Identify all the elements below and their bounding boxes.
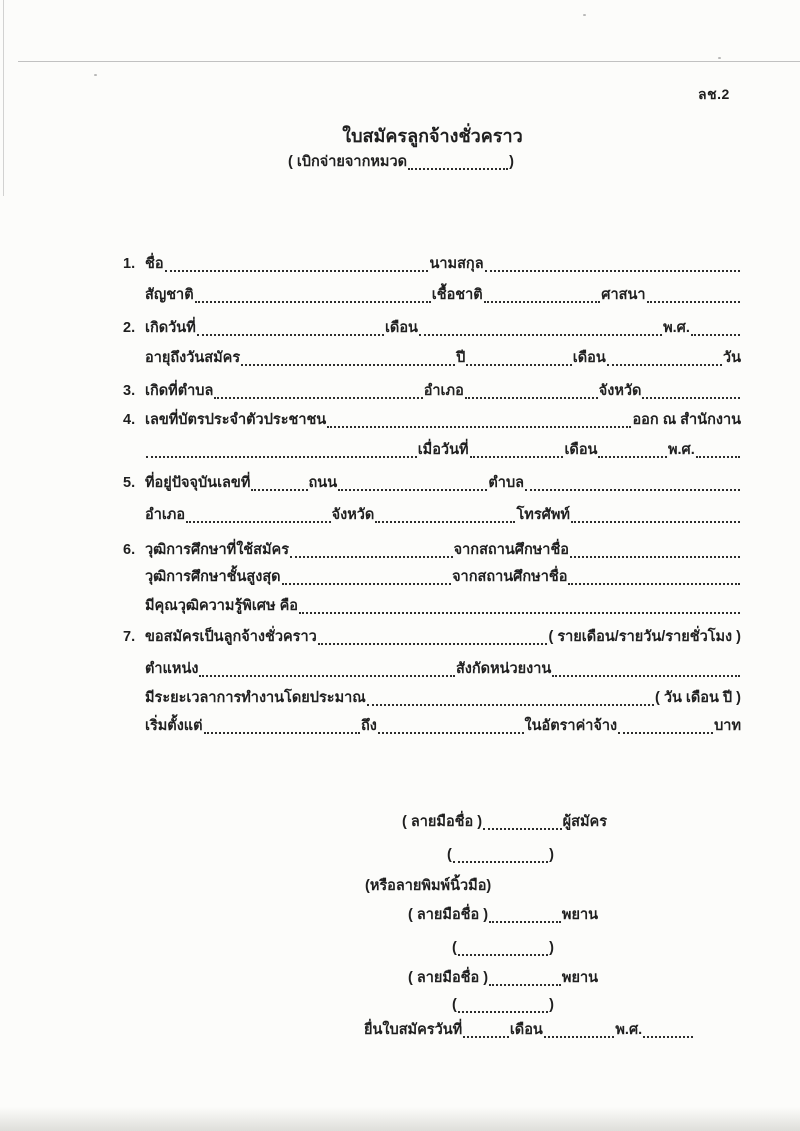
field-label: ถึง — [361, 718, 377, 734]
field-label: ( รายเดือน/รายวัน/รายชั่วโมง ) — [548, 629, 741, 645]
form-line — [123, 688, 741, 709]
field-label: เกิดที่ตำบล — [145, 383, 214, 399]
field-label: ( วัน เดือน ปี ) — [654, 690, 741, 706]
dotted-fill-field — [489, 921, 561, 923]
field-label: ( ลายมือชื่อ ) — [408, 907, 489, 923]
form-line — [365, 876, 491, 897]
field-label: ตำแหน่ง — [145, 661, 199, 677]
form-line — [123, 348, 741, 369]
dotted-fill-field — [318, 643, 548, 645]
field-label: พยาน — [561, 907, 598, 923]
field-label: ถนน — [308, 475, 338, 491]
form-line — [452, 995, 554, 1016]
dotted-fill-field — [146, 456, 417, 458]
dotted-fill-field — [199, 675, 454, 677]
dotted-fill-field — [327, 426, 631, 428]
field-label: มีคุณวุฒิความรู้พิเศษ คือ — [145, 598, 298, 614]
dotted-fill-field — [470, 456, 564, 458]
field-label: ( ลายมือชื่อ ) — [408, 970, 489, 986]
dotted-fill-field — [696, 456, 740, 458]
field-label: ) — [549, 997, 554, 1013]
form-code: ลช.2 — [698, 86, 730, 102]
field-label: อำเภอ — [423, 383, 464, 399]
field-label: ตำบล — [488, 475, 525, 491]
form-line — [123, 659, 741, 680]
form-line — [402, 812, 607, 833]
dotted-fill-field — [458, 954, 548, 956]
form-line — [123, 381, 741, 402]
dotted-fill-field — [375, 521, 515, 523]
dotted-fill-field — [691, 334, 740, 336]
form-line — [123, 254, 741, 275]
scan-speck — [583, 14, 586, 16]
form-line — [123, 567, 741, 588]
field-label: ยื่นใบสมัครวันที่ — [364, 1022, 463, 1038]
form-line — [123, 716, 741, 737]
dotted-fill-field — [378, 732, 524, 734]
dotted-fill-field — [299, 612, 740, 614]
field-label: จากสถานศึกษาชื่อ — [452, 569, 568, 585]
form-line — [447, 845, 554, 866]
form-line — [123, 440, 741, 461]
field-label: ) — [549, 940, 554, 956]
field-label: วุฒิการศึกษาที่ใช้สมัคร — [145, 542, 290, 558]
form-line — [123, 318, 741, 339]
field-label: ขอสมัครเป็นลูกจ้างชั่วคราว — [145, 629, 317, 645]
dotted-fill-field — [544, 1036, 615, 1038]
scan-line-artifact — [18, 61, 800, 62]
field-label: จากสถานศึกษาชื่อ — [453, 542, 569, 558]
field-label: เดือน — [384, 320, 418, 336]
field-label: ในอัตราค่าจ้าง — [524, 718, 618, 734]
dotted-fill-field — [290, 556, 453, 558]
dotted-fill-field — [485, 270, 740, 272]
dotted-fill-field — [282, 583, 451, 585]
field-label: อายุถึงวันสมัคร — [145, 350, 241, 366]
field-label: ) — [549, 847, 554, 863]
dotted-fill-field — [484, 301, 601, 303]
dotted-fill-field — [251, 489, 307, 491]
dotted-fill-field — [463, 1036, 509, 1038]
scan-speck — [718, 57, 721, 59]
field-label: ผู้สมัคร — [562, 814, 607, 830]
item-number: 5. — [123, 475, 136, 491]
dotted-fill-field — [570, 556, 740, 558]
dotted-fill-field — [525, 489, 740, 491]
dotted-fill-field — [195, 301, 431, 303]
field-label: วัน — [722, 350, 741, 366]
form-line — [408, 905, 598, 926]
dotted-fill-field — [186, 521, 331, 523]
dotted-fill-field — [643, 1036, 693, 1038]
field-label: ศาสนา — [601, 287, 646, 303]
dotted-fill-field — [466, 364, 571, 366]
field-label: โทรศัพท์ — [516, 507, 570, 523]
dotted-fill-field — [618, 732, 713, 734]
form-line — [408, 968, 598, 989]
scan-edge-artifact — [3, 0, 4, 196]
dotted-fill-field — [197, 334, 384, 336]
field-label: บาท — [714, 718, 741, 734]
field-label: ( — [452, 997, 457, 1013]
scan-speck — [94, 74, 97, 76]
field-label: วุฒิการศึกษาชั้นสูงสุด — [145, 569, 281, 585]
field-label: เดือน — [564, 442, 598, 458]
scan-shadow-artifact — [0, 1107, 800, 1131]
field-label: ( ลายมือชื่อ ) — [402, 814, 483, 830]
field-label: เริ่มตั้งแต่ — [145, 718, 203, 734]
form-line — [123, 540, 741, 561]
form-line — [452, 938, 554, 959]
dotted-fill-field — [458, 1011, 548, 1013]
field-label: เกิดวันที่ — [145, 320, 196, 336]
item-number: 3. — [123, 383, 136, 399]
dotted-fill-field — [465, 397, 598, 399]
field-label: ) — [509, 154, 514, 170]
dotted-fill-field — [367, 704, 654, 706]
form-line — [123, 473, 741, 494]
dotted-fill-field — [338, 489, 487, 491]
field-label: ที่อยู่ปัจจุบันเลขที่ — [145, 475, 251, 491]
field-label: เชื้อชาติ — [431, 287, 483, 303]
dotted-fill-field — [408, 168, 508, 170]
field-label: จังหวัด — [331, 507, 375, 523]
field-label: พ.ศ. — [667, 442, 695, 458]
field-label: มีระยะเวลาการทำงานโดยประมาณ — [145, 690, 366, 706]
form-line — [364, 1020, 694, 1041]
dotted-fill-field — [607, 364, 722, 366]
field-label: พยาน — [561, 970, 598, 986]
field-label: ออก ณ สำนักงาน — [632, 412, 741, 428]
dotted-fill-field — [552, 675, 740, 677]
field-label: เดือน — [509, 1022, 543, 1038]
field-label: สังกัดหน่วยงาน — [455, 661, 552, 677]
dotted-fill-field — [571, 521, 740, 523]
field-label: ( เบิกจ่ายจากหมวด — [288, 154, 408, 170]
dotted-fill-field — [598, 456, 667, 458]
field-label: ( — [452, 940, 457, 956]
form-title: ใบสมัครลูกจ้างชั่วคราว — [342, 126, 523, 146]
field-label: ปี — [456, 350, 466, 366]
item-number: 7. — [123, 629, 136, 645]
dotted-fill-field — [165, 270, 429, 272]
dotted-fill-field — [214, 397, 422, 399]
field-label: เลขที่บัตรประจำตัวประชาชน — [145, 412, 327, 428]
item-number: 4. — [123, 412, 136, 428]
dotted-fill-field — [453, 861, 548, 863]
form-line — [123, 596, 741, 617]
dotted-fill-field — [419, 334, 662, 336]
field-label: สัญชาติ — [145, 287, 194, 303]
dotted-fill-field — [489, 984, 561, 986]
field-label: พ.ศ. — [615, 1022, 643, 1038]
item-number: 1. — [123, 256, 136, 272]
field-label: อำเภอ — [145, 507, 186, 523]
field-label: พ.ศ. — [663, 320, 690, 336]
form-line — [288, 152, 514, 173]
field-label: จังหวัด — [598, 383, 642, 399]
item-number: 6. — [123, 542, 136, 558]
dotted-fill-field — [204, 732, 360, 734]
field-label: ( — [447, 847, 452, 863]
dotted-fill-field — [241, 364, 455, 366]
dotted-fill-field — [568, 583, 740, 585]
dotted-fill-field — [483, 828, 562, 830]
form-line — [123, 505, 741, 526]
field-label: (หรือลายพิมพ์นิ้วมือ) — [365, 878, 492, 894]
field-label: ชื่อ — [145, 256, 164, 272]
field-label: นามสกุล — [429, 256, 484, 272]
field-label: เมื่อวันที่ — [417, 442, 469, 458]
form-line — [123, 627, 741, 648]
form-line — [123, 285, 741, 306]
field-label: เดือน — [572, 350, 606, 366]
item-number: 2. — [123, 320, 136, 336]
dotted-fill-field — [642, 397, 740, 399]
dotted-fill-field — [647, 301, 740, 303]
form-line — [123, 410, 741, 431]
